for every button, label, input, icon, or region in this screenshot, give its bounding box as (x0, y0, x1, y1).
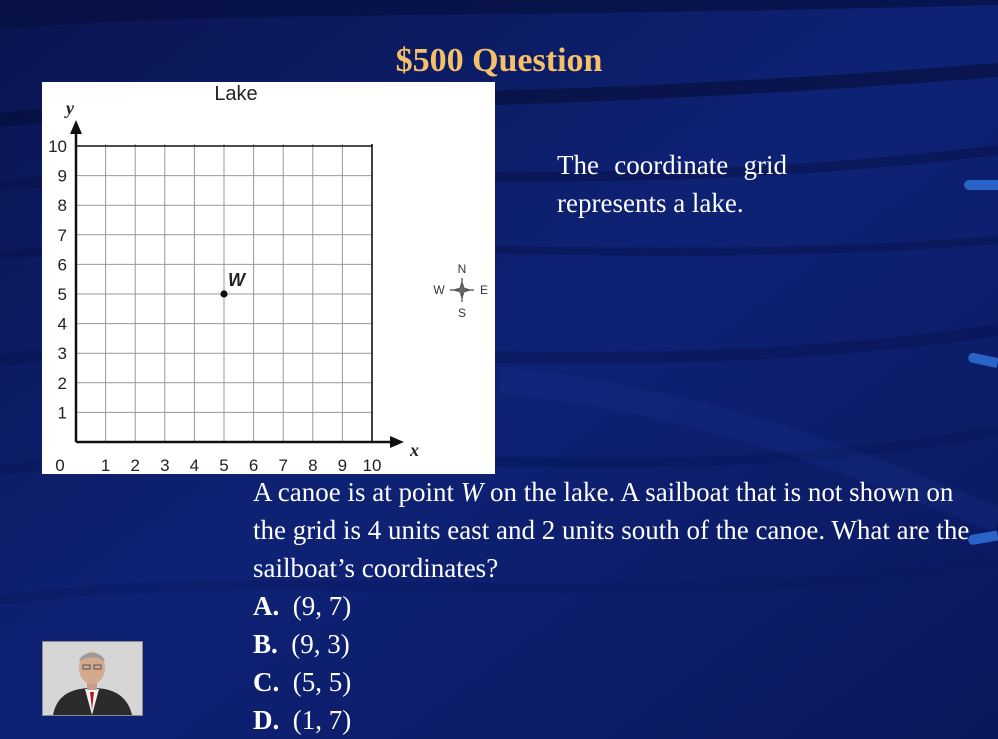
choice-b[interactable] (253, 625, 351, 663)
y-tick-label: 2 (57, 373, 67, 393)
grid-title: Lake (214, 83, 258, 105)
point-w-label: W (228, 270, 245, 290)
x-tick-labels (101, 456, 382, 474)
question-part2: on the lake. A sailboat that is not shown on the grid is 4 units east and 2 units south of the canoe. What are the sailboat’s coordinates? (253, 477, 970, 583)
question-text (253, 473, 983, 587)
choice-b-text: (9, 3) (291, 629, 350, 659)
y-axis-label: y (66, 98, 74, 118)
question-point: W (460, 477, 484, 507)
x-tick-label: 5 (219, 456, 229, 474)
y-tick-label: 9 (57, 166, 67, 186)
x-axis-arrow (390, 436, 404, 448)
compass-n: N (457, 262, 467, 276)
compass-rose-icon (433, 262, 488, 320)
presenter-photo (42, 641, 143, 716)
y-tick-label: 1 (57, 403, 67, 423)
choice-a[interactable] (253, 587, 351, 625)
answer-choices (253, 587, 351, 739)
x-tick-label: 9 (337, 456, 348, 474)
choice-d[interactable] (253, 701, 351, 739)
compass-s: S (457, 306, 467, 320)
y-tick-label: 10 (48, 137, 67, 156)
compass-e: E (479, 283, 489, 297)
choice-d-letter: D. (253, 705, 280, 735)
x-tick-label: 3 (160, 456, 170, 474)
question-part1: A canoe is at point (253, 477, 461, 507)
x-tick-label: 4 (189, 456, 200, 474)
y-tick-label: 5 (57, 285, 67, 304)
y-tick-label: 8 (57, 196, 67, 216)
x-tick-label: 6 (248, 456, 259, 474)
coordinate-grid (42, 82, 495, 474)
choice-c-text: (5, 5) (292, 667, 352, 697)
choice-b-letter: B. (253, 629, 278, 659)
choice-c-letter: C. (253, 667, 280, 697)
intro-text: The coordinate grid represents a lake. (557, 150, 787, 218)
choice-a-letter: A. (253, 591, 280, 621)
x-tick-label: 2 (130, 456, 140, 474)
slide-title: $500 Question (395, 42, 603, 79)
y-tick-label: 3 (57, 344, 67, 364)
y-tick-label: 4 (57, 314, 67, 334)
origin-label: 0 (55, 456, 65, 474)
y-tick-label: 7 (57, 225, 67, 245)
x-tick-label: 7 (278, 456, 288, 474)
x-tick-label: 8 (308, 456, 318, 474)
point-w-marker (220, 290, 227, 297)
y-axis-arrow (70, 120, 82, 134)
choice-a-text: (9, 7) (292, 591, 352, 621)
choice-d-text: (1, 7) (292, 705, 352, 735)
compass-w: W (433, 283, 445, 297)
y-tick-labels (48, 137, 67, 422)
choice-c[interactable] (253, 663, 351, 701)
y-tick-label: 6 (57, 255, 67, 275)
coordinate-grid-panel (42, 82, 495, 474)
decor-accent-bar (964, 180, 998, 190)
x-axis-label: x (410, 440, 419, 460)
x-tick-label: 10 (362, 456, 382, 474)
x-tick-label: 1 (100, 456, 111, 474)
